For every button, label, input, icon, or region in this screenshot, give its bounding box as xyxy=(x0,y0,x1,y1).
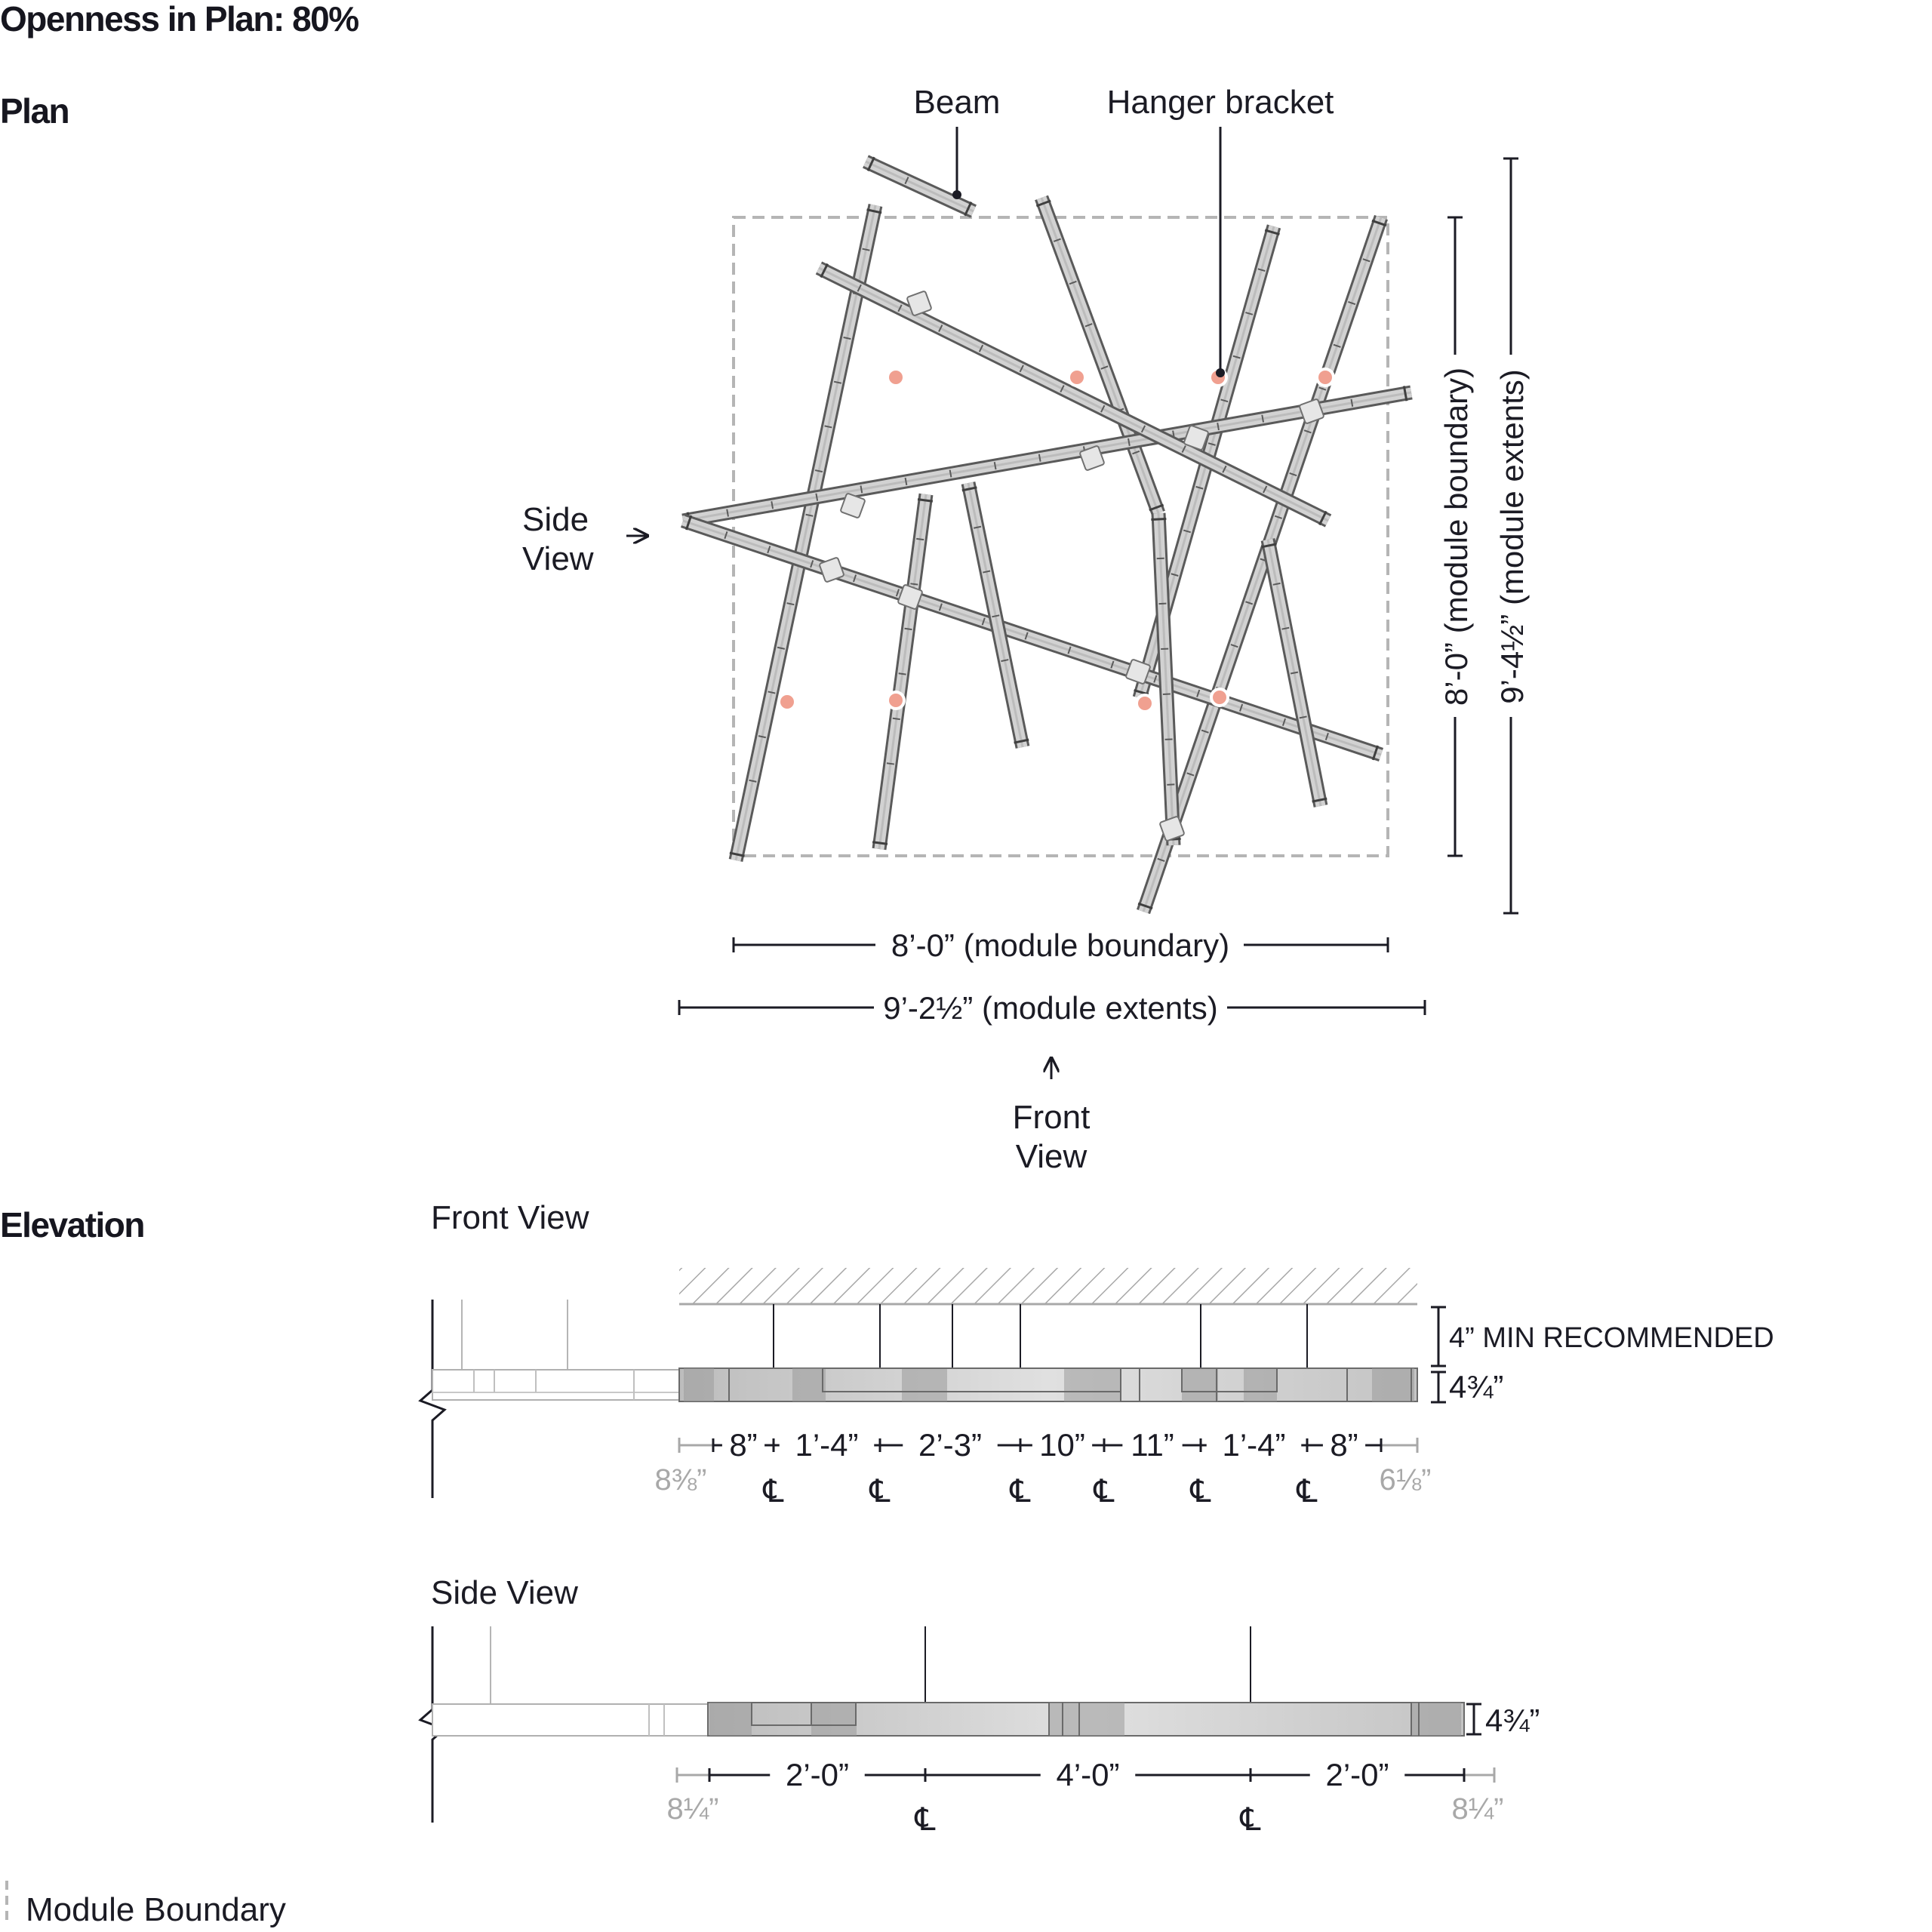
height-boundary-dimension xyxy=(1438,217,1474,856)
legend xyxy=(7,1881,286,1928)
width-boundary-dimension xyxy=(734,928,1388,963)
hanger-bracket-icon xyxy=(1318,371,1332,384)
centerline-symbol: ℄ xyxy=(1240,1801,1261,1837)
dimension-label: 8” xyxy=(1330,1427,1358,1463)
height-extents-dimension xyxy=(1494,158,1530,913)
hanger-bracket-icon xyxy=(780,695,794,709)
beam-2 xyxy=(730,205,881,860)
hanger-bracket-icon xyxy=(889,694,903,707)
front-overhang-left: 8⅜” xyxy=(654,1463,707,1497)
dimension-label: 10” xyxy=(1039,1427,1085,1463)
hanger-bracket-icon xyxy=(1213,691,1226,704)
side-adjacent-module-ghost xyxy=(432,1704,708,1736)
adjacent-module-ghost xyxy=(432,1370,679,1400)
centerline-symbol: ℄ xyxy=(763,1473,784,1509)
hanger-bracket-icon xyxy=(1138,697,1152,710)
dimension-label: 1’-4” xyxy=(795,1427,859,1463)
width-boundary-label: 8’-0” (module boundary) xyxy=(891,928,1230,963)
front-thickness-label: 4¾” xyxy=(1449,1369,1504,1404)
centerline-symbol: ℄ xyxy=(1190,1473,1211,1509)
dimension-label: 2’-0” xyxy=(1325,1757,1389,1792)
side-thickness-label: 4¾” xyxy=(1485,1703,1540,1738)
elevation-heading: Elevation xyxy=(0,1205,145,1244)
width-extents-label: 9’-2½” (module extents) xyxy=(883,990,1218,1026)
side-view-marker xyxy=(522,501,648,577)
side-dimension-chain xyxy=(677,1757,1494,1793)
height-extents-label: 9’-4½” (module extents) xyxy=(1494,369,1530,704)
front-module-body xyxy=(679,1368,1417,1401)
node-group xyxy=(777,291,1335,841)
side-view-label-2: View xyxy=(522,540,594,577)
hanger-bracket-icon xyxy=(889,371,903,384)
front-clearance-dimension xyxy=(1431,1307,1446,1402)
hanger-callout xyxy=(1107,84,1334,377)
side-elevation xyxy=(420,1574,1540,1837)
centerline-symbol: ℄ xyxy=(869,1473,891,1509)
front-elevation xyxy=(420,1199,1774,1509)
height-boundary-label: 8’-0” (module boundary) xyxy=(1438,367,1474,706)
centerline-symbol: ℄ xyxy=(915,1801,936,1837)
beams-group xyxy=(683,157,1411,912)
width-extents-dimension xyxy=(679,990,1425,1026)
dimension-label: 11” xyxy=(1131,1427,1174,1463)
hanger-callout-dot xyxy=(1216,368,1225,377)
hanger-bracket-icon xyxy=(1070,371,1084,384)
plan-heading: Plan xyxy=(0,91,69,131)
centerline-symbol: ℄ xyxy=(1010,1473,1031,1509)
centerline-symbol: ℄ xyxy=(1094,1473,1115,1509)
dimension-label: 1’-4” xyxy=(1222,1427,1286,1463)
legend-module-boundary-label: Module Boundary xyxy=(26,1891,286,1928)
dimension-label: 2’-3” xyxy=(918,1427,983,1463)
front-view-marker xyxy=(1013,1058,1091,1175)
side-elevation-label: Side View xyxy=(431,1574,578,1611)
side-overhang-left: 8¼” xyxy=(666,1792,719,1826)
front-min-recommended-label: 4” MIN RECOMMENDED xyxy=(1449,1322,1774,1354)
beam-12 xyxy=(1262,540,1327,806)
beam-callout-dot xyxy=(952,190,961,199)
dimension-label: 2’-0” xyxy=(785,1757,850,1792)
ceiling-hatch xyxy=(679,1268,1417,1304)
page-title: Openness in Plan: 80% xyxy=(0,0,358,38)
side-thickness-dimension xyxy=(1466,1704,1481,1734)
plan-view xyxy=(522,84,1530,1175)
side-centerlines xyxy=(915,1801,1261,1837)
front-elevation-label: Front View xyxy=(431,1199,589,1236)
centerline-symbol: ℄ xyxy=(1297,1473,1318,1509)
front-view-label-1: Front xyxy=(1012,1099,1091,1136)
hanger-callout-label: Hanger bracket xyxy=(1106,84,1334,121)
front-centerlines xyxy=(763,1473,1318,1509)
beam-9 xyxy=(872,494,933,849)
front-dimension-chain xyxy=(679,1427,1417,1463)
front-view-label-2: View xyxy=(1015,1138,1088,1175)
module-boundary xyxy=(734,217,1388,856)
side-overhang-right: 8¼” xyxy=(1451,1792,1504,1826)
dimension-label: 8” xyxy=(729,1427,758,1463)
front-overhang-right: 6⅛” xyxy=(1379,1463,1432,1497)
beam-callout-label: Beam xyxy=(913,84,1001,121)
side-view-label-1: Side xyxy=(522,501,589,538)
dimension-label: 4’-0” xyxy=(1056,1757,1120,1792)
